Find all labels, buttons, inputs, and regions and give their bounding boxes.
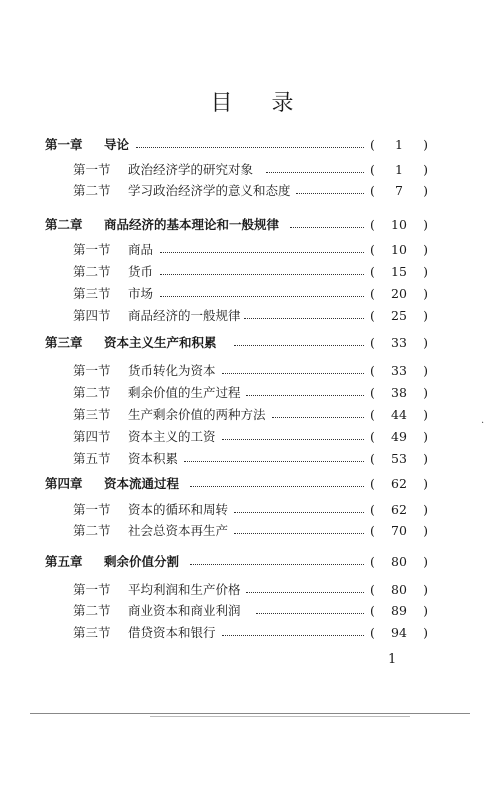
toc-section[interactable] [0,449,504,469]
dot-leader [234,512,364,513]
toc-section[interactable] [0,383,504,403]
dot-leader [234,345,364,346]
section-number: 第五节 [73,451,111,466]
page-title: 目 录 [210,91,310,116]
toc-section[interactable] [0,500,504,520]
page-ref: ( 70 ) [370,523,428,538]
section-number: 第四节 [73,429,111,444]
toc-section[interactable] [0,521,504,541]
scan-speck: · [481,418,485,429]
dot-leader [222,635,364,636]
scan-edge-line [150,716,410,717]
section-title: 社会总资本再生产 [128,523,229,538]
page-ref: ( 33 ) [370,335,428,350]
page-ref: ( 94 ) [370,625,428,640]
page-ref: ( 53 ) [370,451,428,466]
chapter-number: 第四章 [45,476,83,491]
section-number: 第一节 [73,162,111,177]
toc-section[interactable] [0,181,504,201]
dot-leader [160,252,364,253]
toc-section[interactable] [0,601,504,621]
dot-leader [190,486,364,487]
dot-leader [296,193,364,194]
page-number: 1 [388,652,397,667]
section-title: 政治经济学的研究对象 [128,162,254,177]
dot-leader [190,564,364,565]
dot-leader [246,592,364,593]
section-number: 第二节 [73,523,111,538]
page-ref: ( 62 ) [370,502,428,517]
section-title: 市场 [128,286,154,301]
toc-section[interactable] [0,405,504,425]
dot-leader [246,395,364,396]
section-title: 商品 [128,242,154,257]
toc-section[interactable] [0,262,504,282]
dot-leader [160,296,364,297]
chapter-title: 剩余价值分割 [104,554,180,569]
page-ref: ( 7 ) [370,183,428,198]
dot-leader [256,613,364,614]
dot-leader [222,439,364,440]
page-ref: ( 80 ) [370,554,428,569]
section-number: 第三节 [73,625,111,640]
page-ref: ( 1 ) [370,137,428,152]
page-ref: ( 80 ) [370,582,428,597]
chapter-number: 第三章 [45,335,83,350]
section-number: 第一节 [73,242,111,257]
page-ref: ( 25 ) [370,308,428,323]
dot-leader [136,147,364,148]
toc-section[interactable] [0,160,504,180]
toc-section[interactable] [0,361,504,381]
page-ref: ( 62 ) [370,476,428,491]
section-title: 资本积累 [128,451,179,466]
page-ref: ( 10 ) [370,217,428,232]
section-number: 第一节 [73,502,111,517]
section-number: 第一节 [73,582,111,597]
section-number: 第三节 [73,286,111,301]
chapter-title: 商品经济的基本理论和一般规律 [104,217,280,232]
section-number: 第二节 [73,603,111,618]
section-title: 商业资本和商业利润 [128,603,241,618]
section-title: 货币转化为资本 [128,363,216,378]
dot-leader [266,172,364,173]
page-ref: ( 1 ) [370,162,428,177]
section-number: 第二节 [73,385,111,400]
page-ref: ( 15 ) [370,264,428,279]
section-title: 货币 [128,264,154,279]
section-number: 第二节 [73,264,111,279]
section-title: 剩余价值的生产过程 [128,385,241,400]
toc-section[interactable] [0,306,504,326]
page-ref: ( 89 ) [370,603,428,618]
section-title: 资本主义的工资 [128,429,216,444]
toc-section[interactable] [0,284,504,304]
toc-chapter-5[interactable] [0,552,504,572]
chapter-title: 资本流通过程 [104,476,180,491]
dot-leader [184,461,364,462]
toc-chapter-2[interactable] [0,215,504,235]
dot-leader [234,533,364,534]
chapter-number: 第一章 [45,137,83,152]
toc-section[interactable] [0,240,504,260]
section-number: 第四节 [73,308,111,323]
page-ref: ( 20 ) [370,286,428,301]
dot-leader [290,227,364,228]
chapter-number: 第五章 [45,554,83,569]
toc-chapter-3[interactable] [0,333,504,353]
page-ref: ( 49 ) [370,429,428,444]
section-title: 资本的循环和周转 [128,502,229,517]
page-ref: ( 44 ) [370,407,428,422]
page-ref: ( 33 ) [370,363,428,378]
chapter-title: 导论 [104,137,130,152]
section-title: 借贷资本和银行 [128,625,216,640]
toc-chapter-1[interactable] [0,135,504,155]
chapter-title: 资本主义生产和积累 [104,335,217,350]
section-number: 第二节 [73,183,111,198]
section-number: 第一节 [73,363,111,378]
scan-edge-line [30,713,470,714]
dot-leader [222,373,364,374]
section-title: 学习政治经济学的意义和态度 [128,183,291,198]
section-title: 生产剩余价值的两种方法 [128,407,266,422]
toc-chapter-4[interactable] [0,474,504,494]
section-title: 商品经济的一般规律 [128,308,241,323]
dot-leader [244,318,364,319]
section-title: 平均利润和生产价格 [128,582,241,597]
section-number: 第三节 [73,407,111,422]
toc-section[interactable] [0,623,504,643]
page-ref: ( 38 ) [370,385,428,400]
toc-section[interactable] [0,580,504,600]
chapter-number: 第二章 [45,217,83,232]
toc-section[interactable] [0,427,504,447]
page-ref: ( 10 ) [370,242,428,257]
dot-leader [160,274,364,275]
dot-leader [272,417,364,418]
